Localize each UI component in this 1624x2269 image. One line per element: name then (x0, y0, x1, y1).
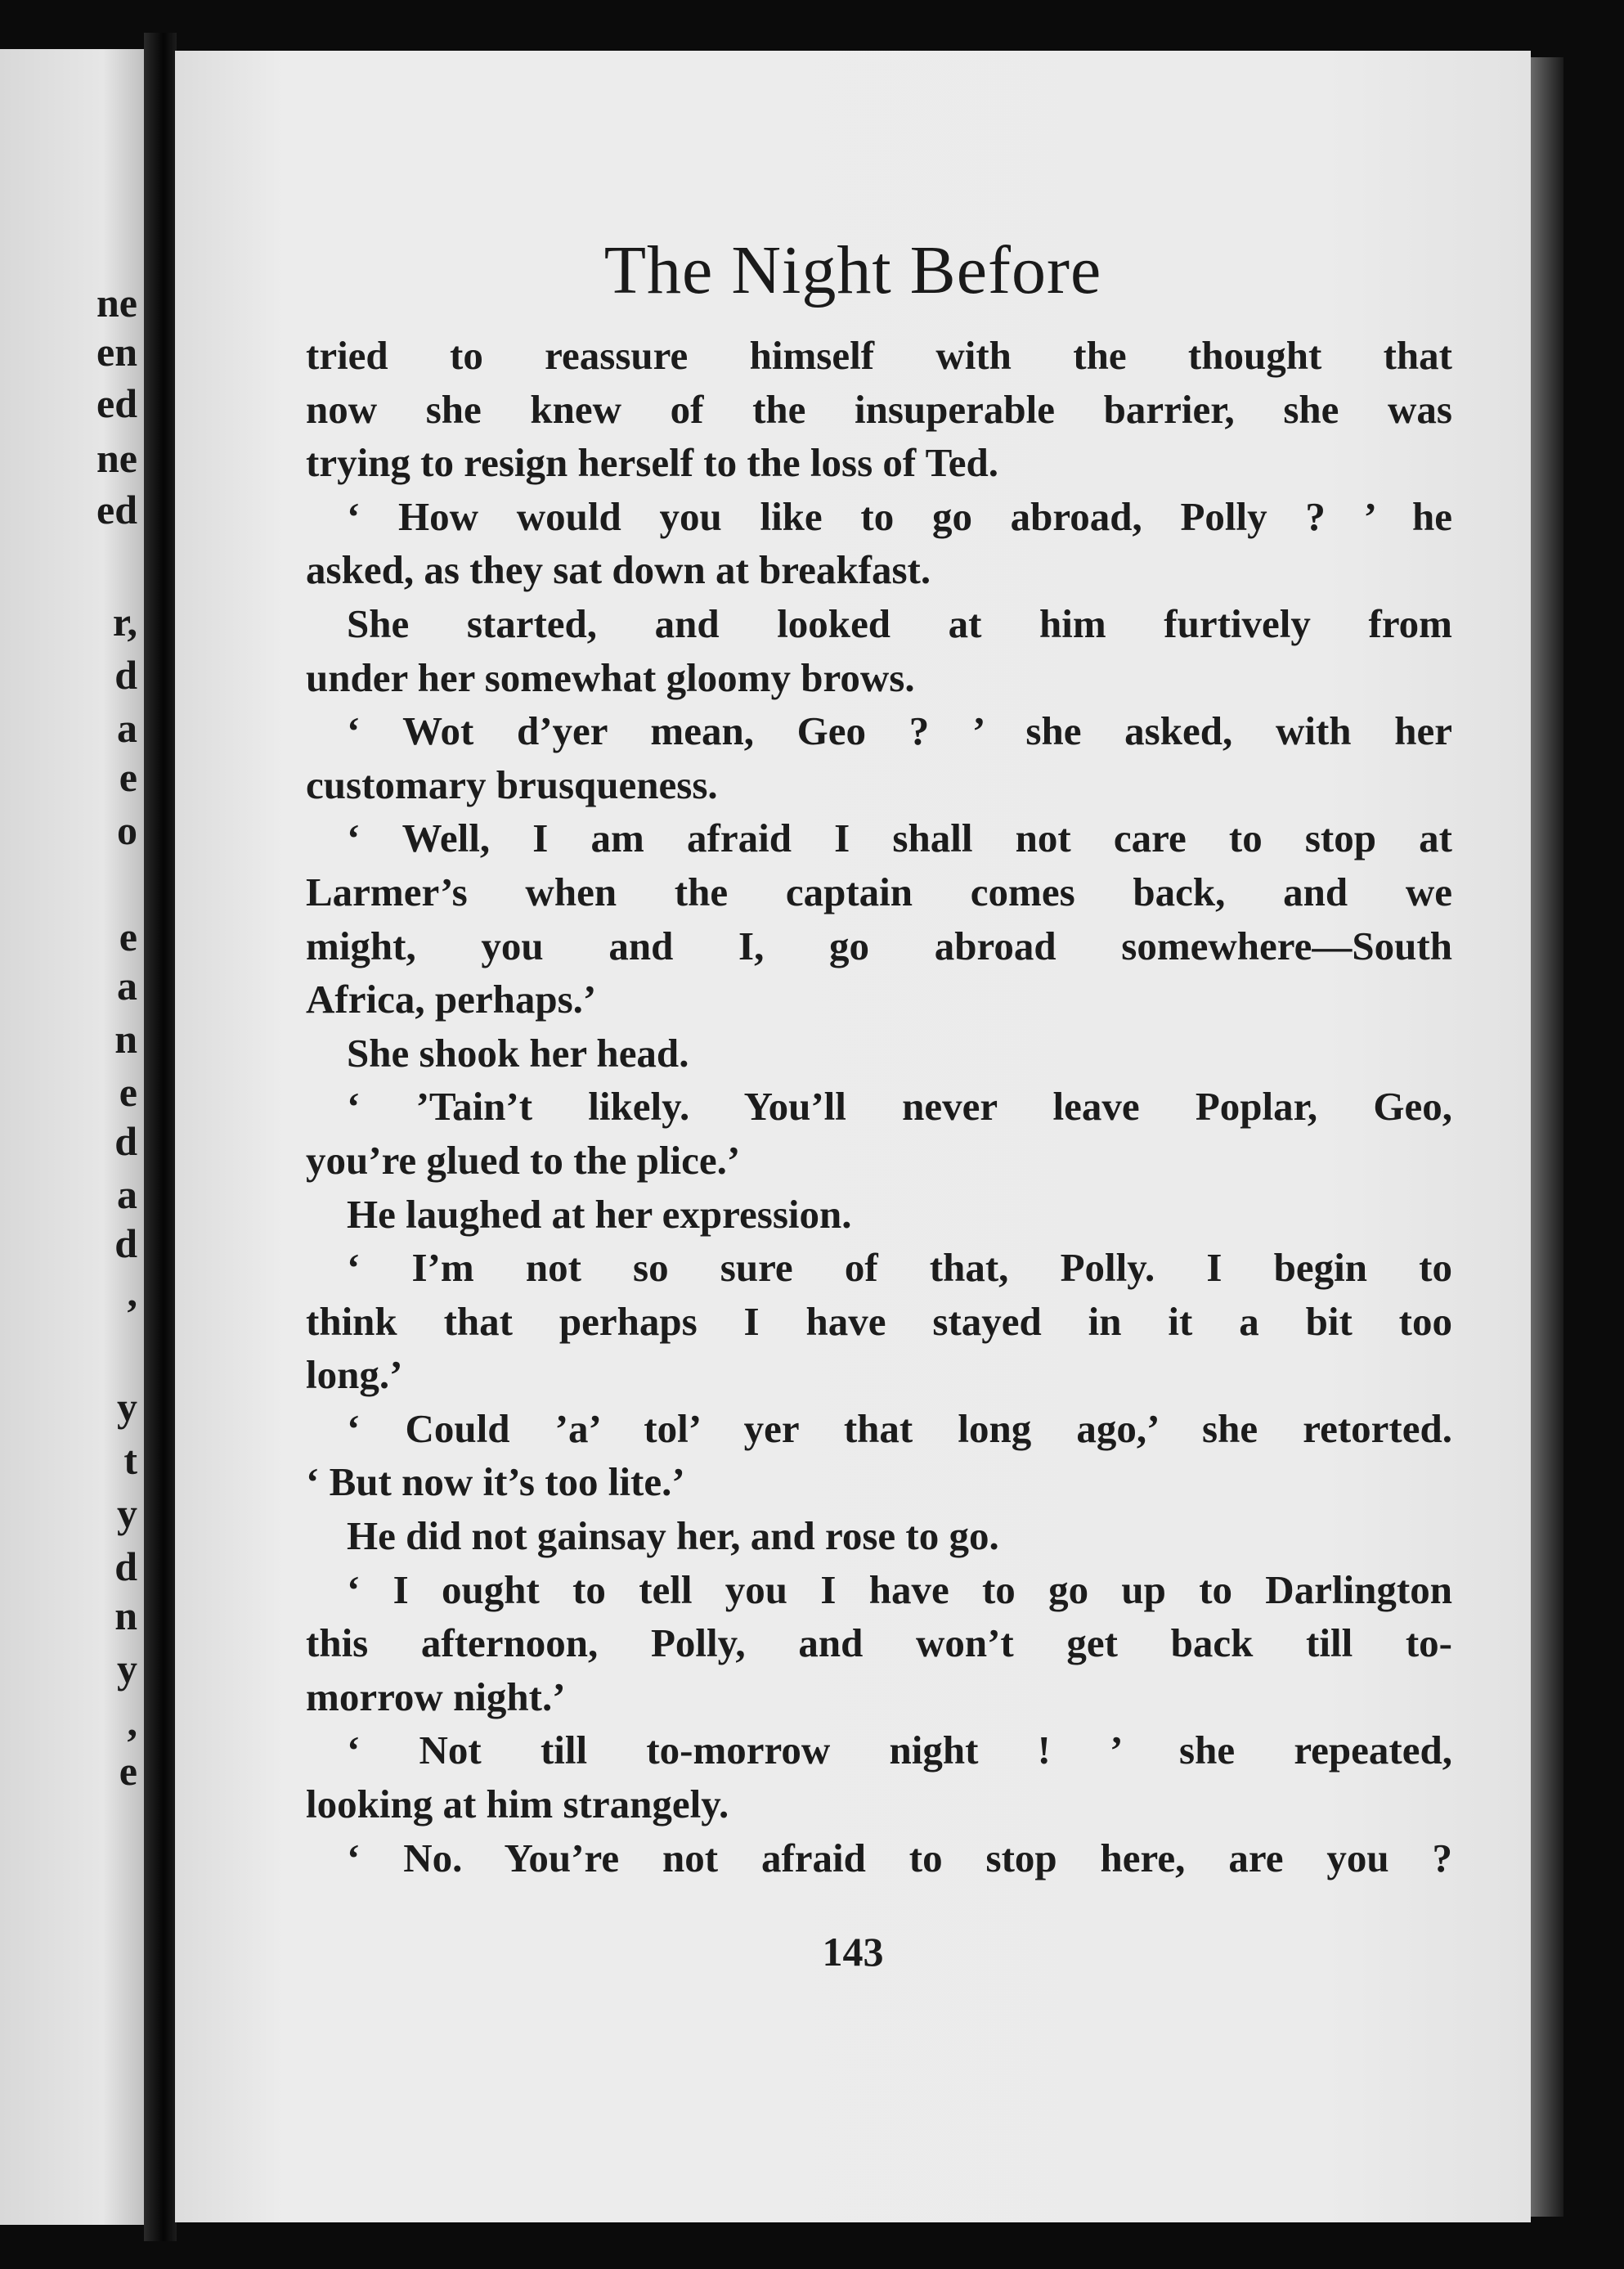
left-page-text-fragment: ne (96, 435, 137, 481)
text-line: Larmer’s when the captain comes back, and we (306, 869, 1452, 914)
text-line: ‘ I’m not so sure of that, Polly. I begin to (347, 1245, 1452, 1291)
text-line: looking at him strangely. (306, 1782, 729, 1827)
left-page-text-fragment: en (96, 329, 137, 375)
left-page-text-fragment: e (119, 1748, 137, 1794)
text-line: Africa, perhaps.’ (306, 977, 597, 1022)
text-line: customary brusqueness. (306, 762, 718, 807)
text-line: now she knew of the insuperable barrier, she was (306, 386, 1452, 432)
left-page-text-fragment: r, (112, 599, 137, 645)
left-page-text-fragment: y (117, 1646, 137, 1692)
text-line: She shook her head. (347, 1030, 689, 1076)
left-page-text-fragment: ed (96, 487, 137, 532)
text-line: tried to reassure himself with the thought that (306, 333, 1452, 378)
left-facing-page-edge (0, 49, 147, 2225)
left-page-text-fragment: e (119, 914, 137, 959)
text-line: ‘ How would you like to go abroad, Polly ? ’ he (347, 493, 1452, 539)
left-page-text-fragment: , (127, 1699, 137, 1745)
text-line: ‘ ’Tain’t likely. You’ll never leave Poplar, Geo, (347, 1084, 1452, 1130)
book-page (175, 51, 1531, 2222)
left-page-text-fragment: o (117, 807, 137, 853)
body-text (306, 329, 1452, 1885)
left-page-text-fragment: t (123, 1437, 137, 1483)
text-line: asked, as they sat down at breakfast. (306, 547, 931, 593)
left-page-text-fragment: d (114, 1118, 137, 1164)
text-line: ‘ No. You’re not afraid to stop here, are you ? (347, 1835, 1452, 1880)
running-head: The Night Before (603, 232, 1102, 308)
text-line: ‘ Not till to-morrow night ! ’ she repeated, (347, 1728, 1452, 1773)
text-line: morrow night.’ (306, 1674, 566, 1719)
text-line: He did not gainsay her, and rose to go. (347, 1513, 999, 1559)
text-line: you’re glued to the plice.’ (306, 1137, 741, 1183)
text-line: ‘ I ought to tell you I have to go up to Darlington (347, 1566, 1452, 1612)
left-page-text-fragment: d (114, 652, 137, 698)
left-page-text-fragment: a (117, 963, 137, 1009)
left-page-text-fragment: y (117, 1490, 137, 1536)
page-stack-edge (1531, 57, 1563, 2217)
left-page-text-fragment: y (117, 1384, 137, 1430)
book-gutter (144, 33, 177, 2241)
left-page-text-fragment: a (117, 1171, 137, 1217)
text-line: trying to resign herself to the loss of Ted. (306, 440, 999, 486)
left-page-text-fragment: n (114, 1016, 137, 1062)
left-page-text-fragment: , (127, 1269, 137, 1315)
text-line: think that perhaps I have stayed in it a bit too (306, 1298, 1452, 1344)
left-page-text-fragment: e (119, 1069, 137, 1115)
left-page-text-fragment: d (114, 1220, 137, 1266)
left-page-text-fragment: ne (96, 280, 137, 326)
text-line: under her somewhat gloomy brows. (306, 654, 915, 700)
text-line: ‘ Wot d’yer mean, Geo ? ’ she asked, with her (347, 708, 1452, 754)
text-line: ‘ Could ’a’ tol’ yer that long ago,’ she retorted. (347, 1405, 1452, 1451)
text-line: long.’ (306, 1352, 403, 1398)
left-page-text-fragment: d (114, 1543, 137, 1589)
text-line: might, you and I, go abroad somewhere—South (306, 923, 1452, 968)
text-line: He laughed at her expression. (347, 1191, 852, 1237)
text-line: ‘ But now it’s too lite.’ (306, 1459, 685, 1505)
page-number: 143 (822, 1929, 884, 1975)
text-line: this afternoon, Polly, and won’t get back till to- (306, 1620, 1452, 1666)
left-page-text-fragment: n (114, 1593, 137, 1638)
text-line: She started, and looked at him furtively from (347, 600, 1452, 646)
left-page-text-fragment: ed (96, 380, 137, 426)
text-line: ‘ Well, I am afraid I shall not care to stop at (347, 815, 1452, 861)
left-page-text-fragment: e (119, 754, 137, 800)
left-page-text-fragment: a (117, 705, 137, 751)
